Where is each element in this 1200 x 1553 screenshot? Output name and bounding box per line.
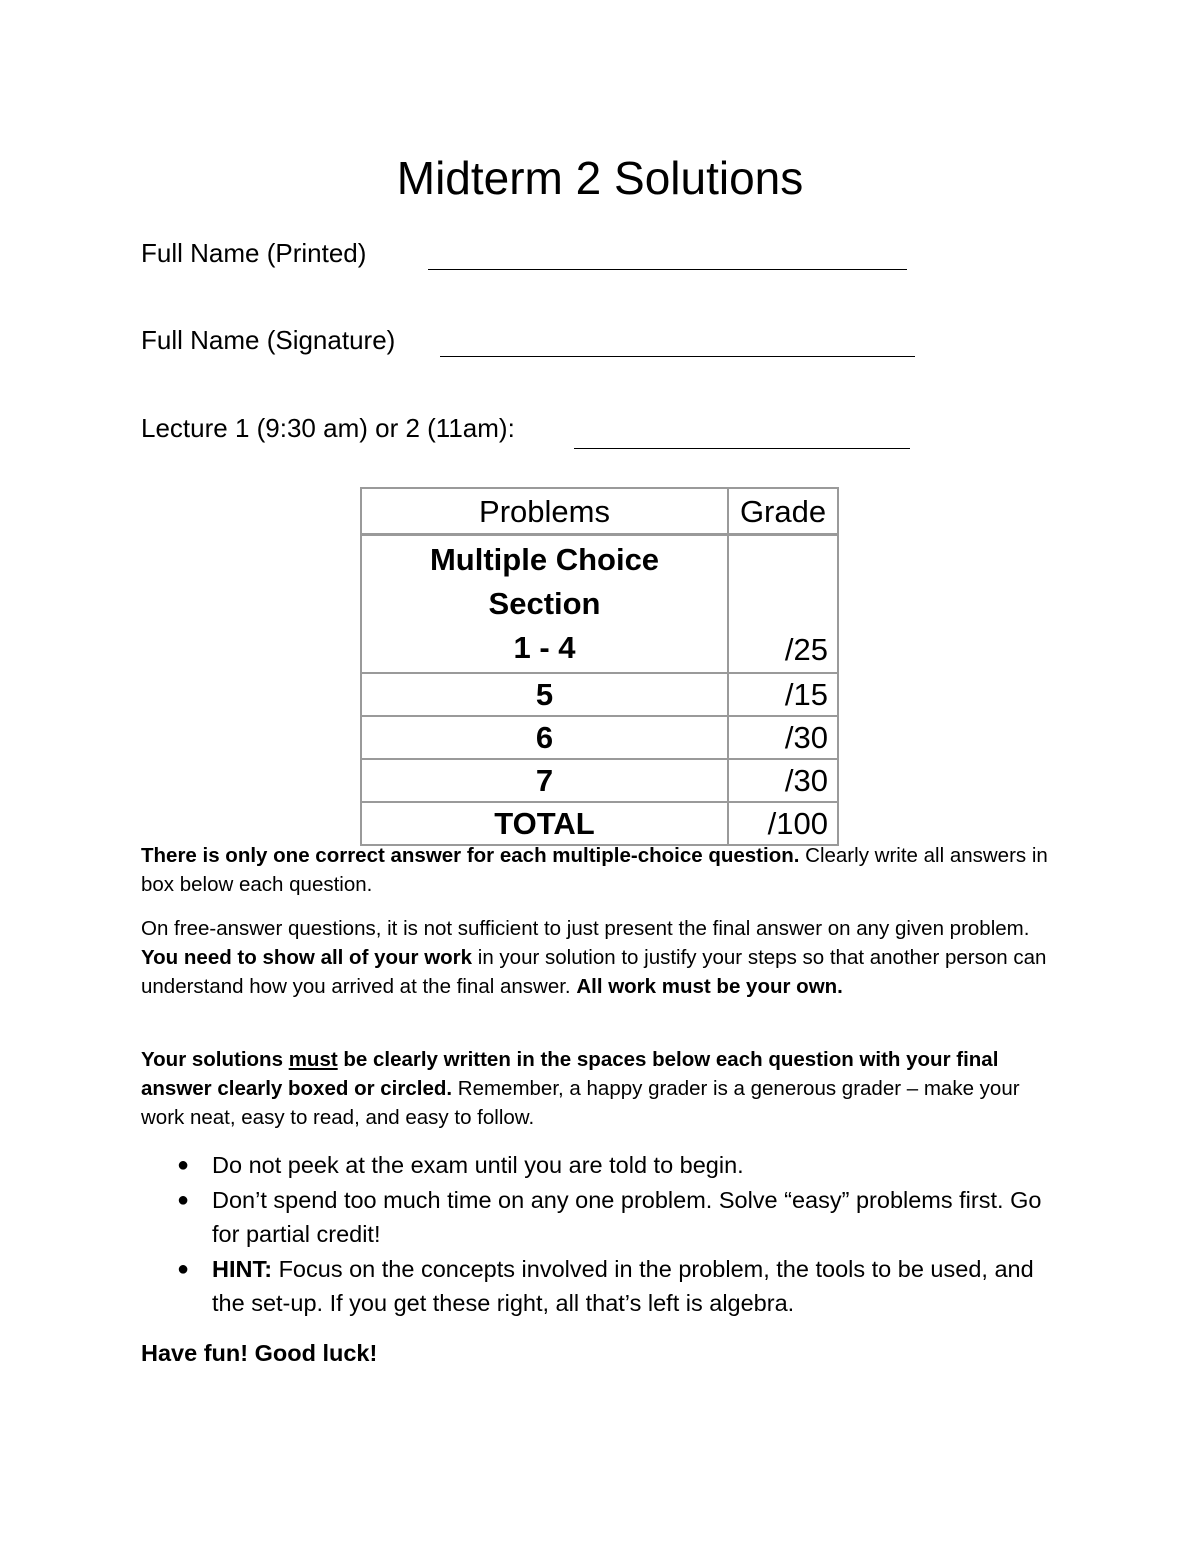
row-problem: 7 — [361, 759, 728, 802]
row-problem: 6 — [361, 716, 728, 759]
mc-section-cell — [361, 535, 728, 674]
row-grade: /25 — [728, 535, 838, 674]
instruction-bold: All work must be your own. — [576, 975, 843, 998]
bullet-icon: ● — [177, 1257, 190, 1280]
printed-name-line — [428, 269, 907, 270]
instruction-underline: must — [288, 1048, 338, 1071]
instruction-paragraph-1 — [141, 841, 1066, 899]
rule-text: Focus on the concepts involved in the problem, the tools to be used, and the set-up. If you get these right, all that’s left is algebra. — [212, 1255, 1034, 1316]
closing-text: Have fun! Good luck! — [141, 1340, 378, 1366]
lecture-line — [574, 448, 910, 449]
instruction-bold: Your solutions — [141, 1048, 289, 1071]
row-grade: /15 — [728, 673, 838, 716]
signature-line — [440, 356, 915, 357]
rules-list — [141, 1148, 1066, 1321]
mc-section-label: Multiple Choice Section — [429, 542, 660, 621]
instruction-text: in your solution to justify your steps so that another person can understand how you arrived at the final answer. — [141, 946, 1047, 998]
table-row — [361, 673, 838, 716]
hint-label: HINT: — [212, 1255, 273, 1282]
row-grade: /30 — [728, 759, 838, 802]
list-item — [141, 1252, 1066, 1321]
instruction-text: Clearly write all answers in box below each question. — [141, 844, 1048, 896]
instruction-text: Remember, a happy grader is a generous grader – make your work neat, easy to read, and easy to follow. — [141, 1077, 1020, 1129]
row-grade: /30 — [728, 716, 838, 759]
instruction-bold: There is only one correct answer for each multiple-choice question. — [141, 844, 800, 867]
rule-text: Do not peek at the exam until you are told to begin. — [212, 1152, 744, 1178]
rule-text: Don’t spend too much time on any one problem. Solve “easy” problems first. Go for partial credit! — [212, 1186, 1042, 1247]
table-row — [361, 716, 838, 759]
bullet-icon: ● — [177, 1188, 190, 1211]
bullet-icon: ● — [177, 1154, 190, 1176]
table-row — [361, 802, 838, 845]
instruction-paragraph-2 — [141, 914, 1066, 1001]
instruction-bold: be clearly written in the spaces below each question with your final answer clearly boxed or circled. — [141, 1048, 999, 1100]
instruction-bold: You need to show all of your work — [141, 946, 473, 969]
grade-table — [360, 487, 839, 846]
printed-name-label: Full Name (Printed) — [141, 238, 367, 268]
list-item — [141, 1183, 1066, 1252]
instruction-text: On free-answer questions, it is not sufficient to just present the final answer on any given problem. — [141, 917, 1030, 940]
row-problem: TOTAL — [361, 802, 728, 845]
list-item — [141, 1148, 1066, 1183]
row-problem: 5 — [361, 673, 728, 716]
row-grade: /100 — [728, 802, 838, 845]
signature-label: Full Name (Signature) — [141, 325, 396, 355]
page-title: Midterm 2 Solutions — [396, 152, 804, 204]
instruction-paragraph-3 — [141, 1045, 1066, 1132]
row-problem: 1 - 4 — [513, 630, 576, 665]
header-grade: Grade — [728, 488, 838, 535]
grade-table-header — [361, 488, 838, 535]
table-row — [361, 535, 838, 674]
header-problems: Problems — [361, 488, 728, 535]
lecture-label: Lecture 1 (9:30 am) or 2 (11am): — [141, 413, 515, 443]
table-row — [361, 759, 838, 802]
